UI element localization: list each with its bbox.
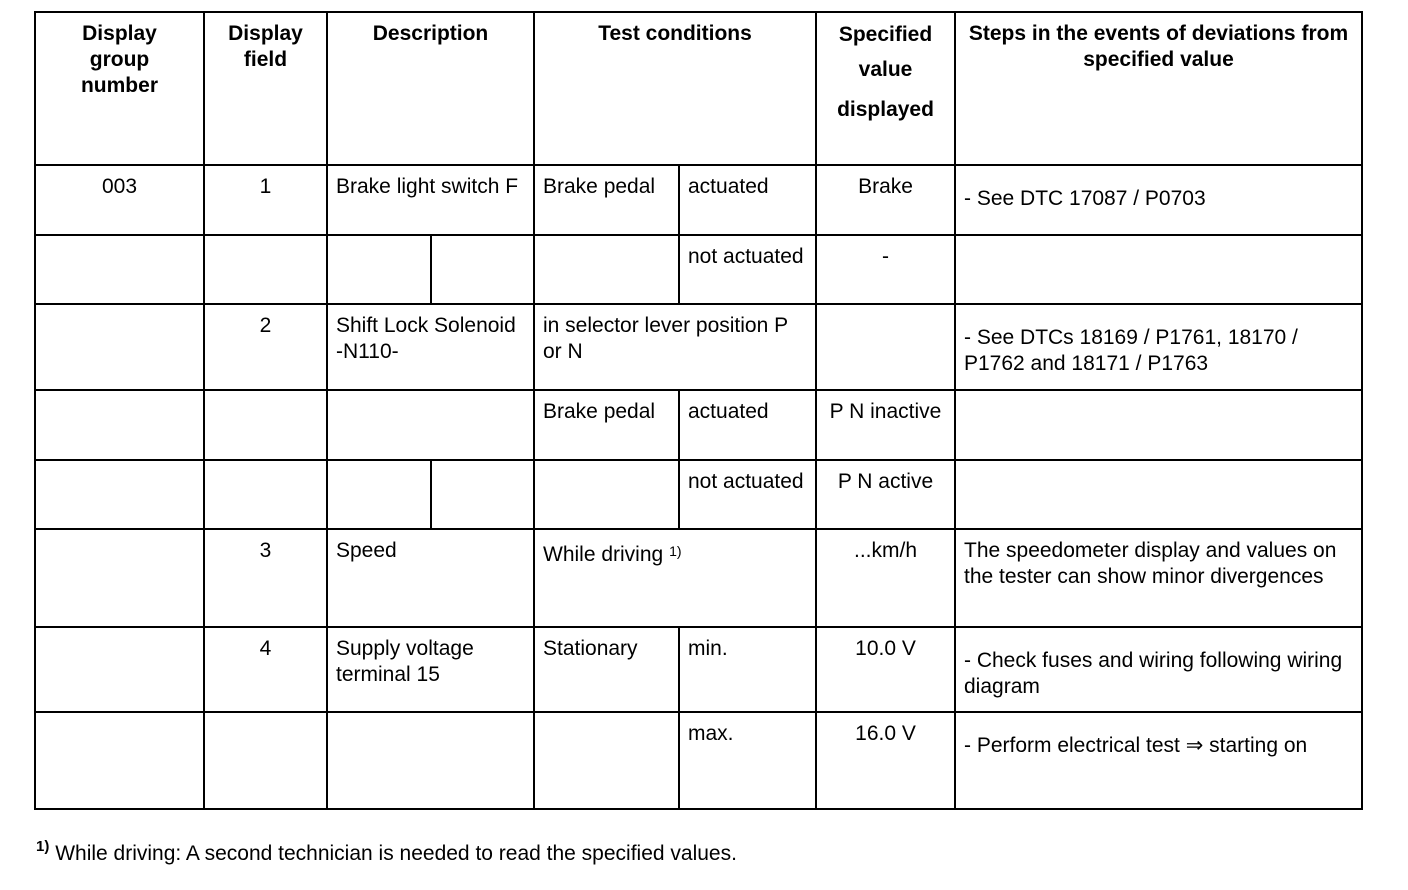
footnote-ref: 1) xyxy=(669,543,682,559)
table-row xyxy=(35,627,1362,712)
cell-steps: - See DTCs 18169 / P1761, 18170 / P1762 and 18171 / P1763 xyxy=(955,304,1362,390)
header-display-field: Display field xyxy=(204,12,327,165)
table-row xyxy=(35,235,1362,304)
footnote-text: While driving: A second technician is needed to read the specified values. xyxy=(55,842,737,865)
cell-group xyxy=(35,460,204,529)
cell-spec xyxy=(816,304,955,390)
cell-test-b: min. xyxy=(679,627,816,712)
header-spec-line-1: Specified xyxy=(838,23,933,46)
footnote-marker: 1) xyxy=(36,838,50,855)
cell-test-a: Brake pedal xyxy=(534,390,679,460)
cell-field xyxy=(204,235,327,304)
header-spec-line-2: value xyxy=(858,58,913,81)
table-row xyxy=(35,529,1362,627)
cell-test-b: actuated xyxy=(679,390,816,460)
cell-test-b: not actuated xyxy=(679,235,816,304)
cell-group xyxy=(35,304,204,390)
cell-test: in selector lever position P or N xyxy=(534,304,816,390)
cell-steps: - See DTC 17087 / P0703 xyxy=(955,165,1362,235)
cell-spec: P N inactive xyxy=(816,390,955,460)
display-group-table xyxy=(34,11,1363,810)
cell-description-b xyxy=(431,235,534,304)
cell-spec: P N active xyxy=(816,460,955,529)
cell-steps: - Check fuses and wiring following wiring diagram xyxy=(955,627,1362,712)
header-specified-value xyxy=(816,12,955,165)
cell-field xyxy=(204,712,327,809)
cell-test-a xyxy=(534,235,679,304)
cell-group: 003 xyxy=(35,165,204,235)
cell-description xyxy=(327,390,534,460)
cell-test-a xyxy=(534,460,679,529)
cell-spec: - xyxy=(816,235,955,304)
table-row xyxy=(35,304,1362,390)
cell-group xyxy=(35,529,204,627)
cell-spec: 10.0 V xyxy=(816,627,955,712)
table-row xyxy=(35,712,1362,809)
cell-description xyxy=(327,712,534,809)
cell-test-text: While driving xyxy=(543,543,664,566)
cell-steps: The speedometer display and values on the tester can show minor divergences xyxy=(955,529,1362,627)
cell-test-a: Brake pedal xyxy=(534,165,679,235)
table-row xyxy=(35,165,1362,235)
header-test-conditions: Test conditions xyxy=(534,12,816,165)
cell-steps xyxy=(955,460,1362,529)
cell-group xyxy=(35,235,204,304)
cell-steps xyxy=(955,390,1362,460)
cell-field: 1 xyxy=(204,165,327,235)
header-steps: Steps in the events of deviations from specified value xyxy=(955,12,1362,165)
cell-test-a xyxy=(534,712,679,809)
cell-field: 3 xyxy=(204,529,327,627)
header-description: Description xyxy=(327,12,534,165)
cell-description xyxy=(327,460,431,529)
footnote xyxy=(36,838,737,866)
cell-field xyxy=(204,460,327,529)
cell-spec: 16.0 V xyxy=(816,712,955,809)
header-row xyxy=(35,12,1362,165)
cell-test-b: max. xyxy=(679,712,816,809)
cell-description: Speed xyxy=(327,529,534,627)
cell-group xyxy=(35,627,204,712)
cell-test-a: Stationary xyxy=(534,627,679,712)
cell-description-b xyxy=(431,460,534,529)
cell-field xyxy=(204,390,327,460)
table-row xyxy=(35,390,1362,460)
cell-description: Supply voltage terminal 15 xyxy=(327,627,534,712)
cell-steps xyxy=(955,235,1362,304)
cell-test-b: actuated xyxy=(679,165,816,235)
cell-field: 4 xyxy=(204,627,327,712)
header-spec-line-3: displayed xyxy=(837,98,934,121)
cell-steps: - Perform electrical test ⇒ starting on xyxy=(955,712,1362,809)
cell-description: Brake light switch F xyxy=(327,165,534,235)
cell-test xyxy=(534,529,816,627)
cell-test-b: not actuated xyxy=(679,460,816,529)
header-display-group: Display group number xyxy=(35,12,204,165)
table-row xyxy=(35,460,1362,529)
cell-spec: Brake xyxy=(816,165,955,235)
cell-group xyxy=(35,390,204,460)
cell-description xyxy=(327,235,431,304)
cell-description: Shift Lock Solenoid -N110- xyxy=(327,304,534,390)
cell-spec: ...km/h xyxy=(816,529,955,627)
cell-group xyxy=(35,712,204,809)
cell-field: 2 xyxy=(204,304,327,390)
